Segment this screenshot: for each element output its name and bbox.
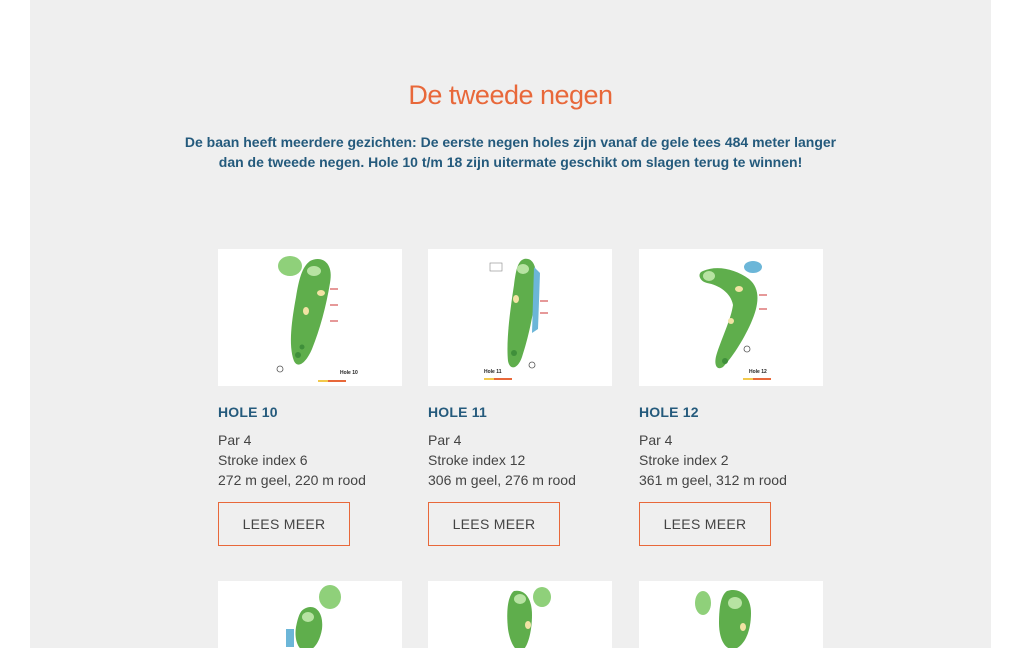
green-shape — [517, 264, 529, 274]
hole-card — [428, 581, 612, 648]
hole-map-image[interactable] — [639, 581, 823, 648]
hole-par: Par 4 — [218, 432, 252, 448]
hole-stroke-index: Stroke index 6 — [218, 452, 308, 468]
green-shape — [302, 612, 314, 622]
hole-card — [639, 581, 823, 648]
page-content — [30, 0, 991, 648]
hole-details — [218, 430, 402, 490]
hole-title: HOLE 10 — [218, 404, 278, 420]
hole-details — [639, 430, 823, 490]
green-shape — [514, 594, 526, 604]
compass-icon — [277, 366, 283, 372]
hole-map-image[interactable] — [218, 581, 402, 648]
lees-meer-button[interactable]: LEES MEER — [218, 502, 350, 546]
fairway-shape — [700, 268, 758, 368]
hole-stroke-index: Stroke index 12 — [428, 452, 526, 468]
hole-title: HOLE 11 — [428, 404, 487, 420]
svg-text:Hole 12: Hole 12 — [749, 369, 767, 375]
lees-meer-button[interactable]: LEES MEER — [428, 502, 560, 546]
compass-icon — [529, 362, 535, 368]
tree-area-icon — [278, 256, 302, 276]
green-shape — [728, 597, 742, 609]
section-intro — [180, 132, 841, 172]
hole-map-image[interactable] — [639, 249, 823, 386]
intro-line-2: dan de tweede negen. Hole 10 t/m 18 zijn uitermate geschikt om slagen terug te winnen! — [218, 154, 803, 170]
hole-distance: 272 m geel, 220 m rood — [218, 472, 366, 488]
hole-map-image[interactable] — [218, 249, 402, 386]
svg-text:Hole 10: Hole 10 — [340, 370, 358, 376]
hole-details — [428, 430, 612, 490]
hole-par: Par 4 — [639, 432, 673, 448]
hole-card — [428, 249, 612, 546]
hole-card — [218, 581, 402, 648]
hole-distance: 361 m geel, 312 m rood — [639, 472, 787, 488]
hole-map-image[interactable] — [428, 249, 612, 386]
hole-distance: 306 m geel, 276 m rood — [428, 472, 576, 488]
hole-card — [218, 249, 402, 546]
section-title: De tweede negen — [408, 80, 613, 110]
svg-text:Hole 11: Hole 11 — [484, 369, 502, 375]
hole-card — [639, 249, 823, 546]
lees-meer-button[interactable]: LEES MEER — [639, 502, 771, 546]
hole-par: Par 4 — [428, 432, 462, 448]
green-shape — [307, 266, 321, 276]
intro-line-1: De baan heeft meerdere gezichten: De eerste negen holes zijn vanaf de gele tees 484 meter langer — [184, 134, 837, 150]
water-hazard-shape — [286, 629, 294, 647]
hole-title: HOLE 12 — [639, 404, 699, 420]
hole-map-image[interactable] — [428, 581, 612, 648]
green-shape — [703, 271, 715, 281]
compass-icon — [744, 346, 750, 352]
water-hazard-shape — [744, 261, 762, 273]
hole-stroke-index: Stroke index 2 — [639, 452, 729, 468]
